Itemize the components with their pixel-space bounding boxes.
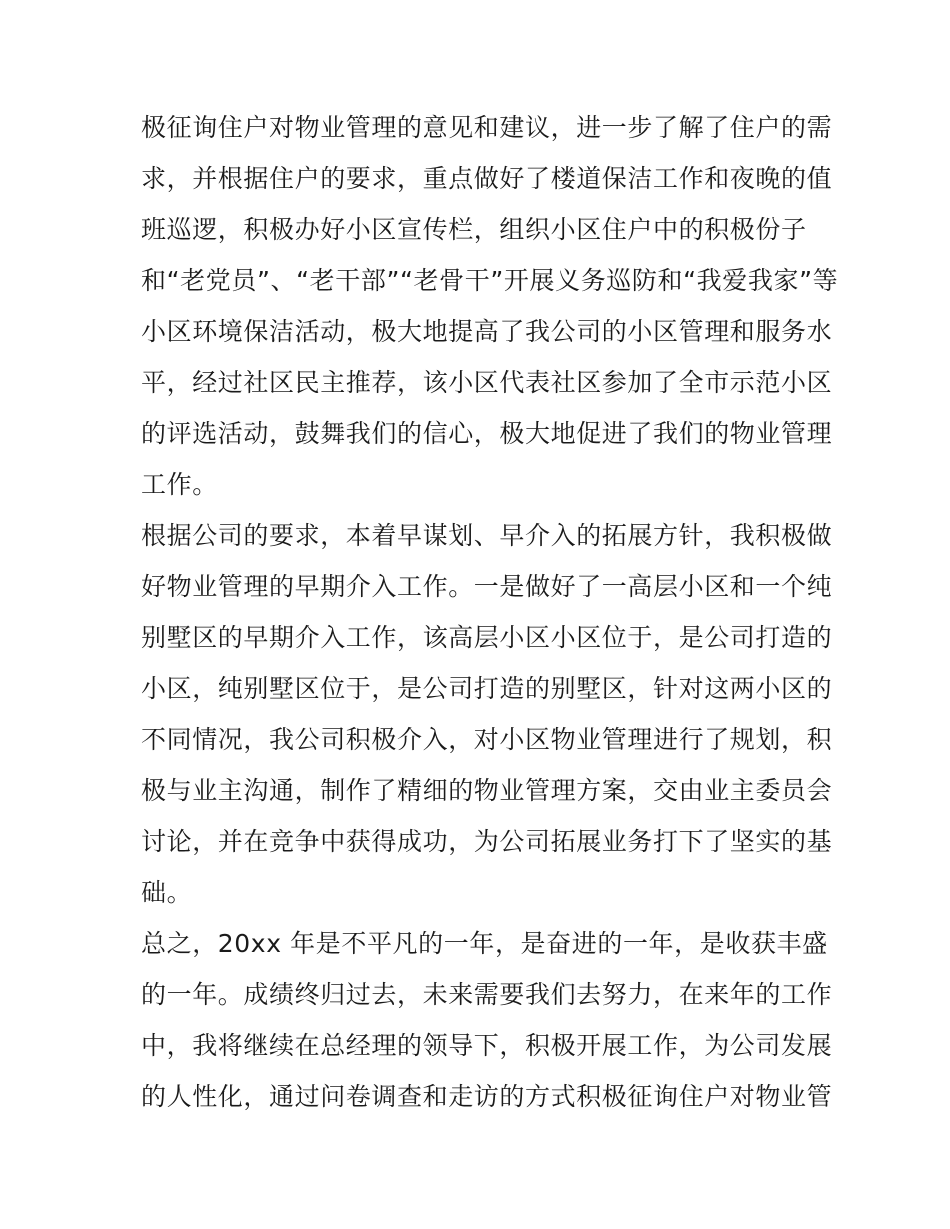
text-line: 平，经过社区民主推荐，该小区代表社区参加了全市示范小区 (141, 368, 833, 397)
text-line: 础。 (141, 878, 193, 907)
text-line: 极与业主沟通，制作了精细的物业管理方案，交由业主委员会 (141, 776, 833, 805)
text-line: 总之，20xx 年是不平凡的一年，是奋进的一年，是收获丰盛 (141, 929, 828, 958)
text-line: 和“老党员”、“老干部”“老骨干”开展义务巡防和“我爱我家”等 (141, 266, 839, 295)
text-line: 小区环境保洁活动，极大地提高了我公司的小区管理和服务水 (141, 317, 833, 346)
text-line: 的一年。成绩终归过去，未来需要我们去努力，在来年的工作 (141, 980, 833, 1009)
text-line: 好物业管理的早期介入工作。一是做好了一高层小区和一个纯 (141, 572, 833, 601)
text-line: 中，我将继续在总经理的领导下，积极开展工作，为公司发展 (141, 1031, 833, 1060)
text-line: 别墅区的早期介入工作，该高层小区小区位于，是公司打造的 (141, 623, 833, 652)
text-line: 讨论，并在竞争中获得成功，为公司拓展业务打下了坚实的基 (141, 827, 833, 856)
text-line: 极征询住户对物业管理的意见和建议，进一步了解了住户的需 (141, 113, 833, 142)
text-line: 的评选活动，鼓舞我们的信心，极大地促进了我们的物业管理 (141, 419, 833, 448)
text-line: 小区，纯别墅区位于，是公司打造的别墅区，针对这两小区的 (141, 674, 833, 703)
text-line: 工作。 (141, 470, 218, 499)
text-line: 班巡逻，积极办好小区宣传栏，组织小区住户中的积极份子 (141, 215, 807, 244)
text-line: 根据公司的要求，本着早谋划、早介入的拓展方针，我积极做 (141, 521, 833, 550)
text-line: 不同情况，我公司积极介入，对小区物业管理进行了规划，积 (141, 725, 833, 754)
text-line: 的人性化，通过问卷调查和走访的方式积极征询住户对物业管 (141, 1082, 833, 1111)
text-line: 求，并根据住户的要求，重点做好了楼道保洁工作和夜晚的值 (141, 164, 833, 193)
